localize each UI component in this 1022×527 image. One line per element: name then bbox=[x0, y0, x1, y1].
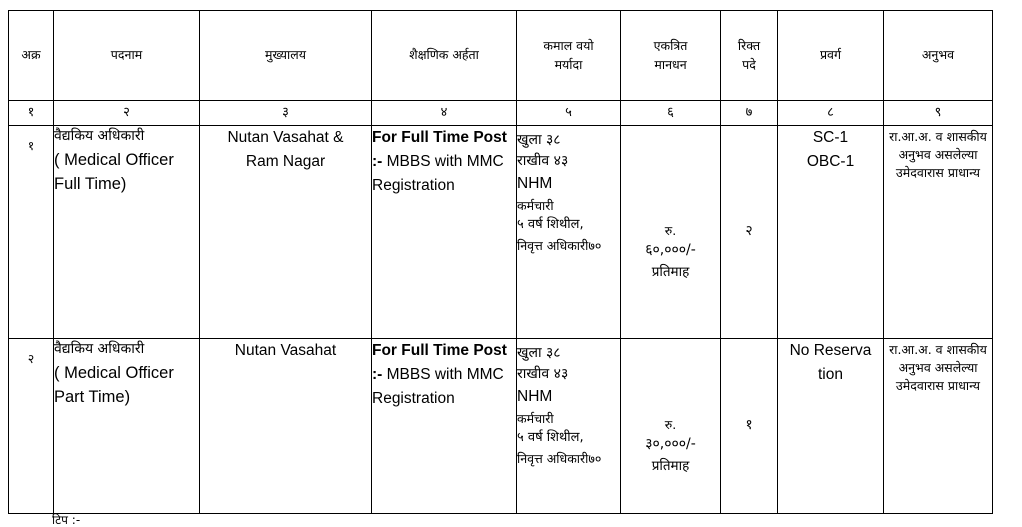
post-name-english: ( Medical Officer Part Time) bbox=[54, 363, 174, 407]
pay-period: प्रतिमाह bbox=[651, 458, 690, 475]
column-number: ९ bbox=[884, 101, 993, 126]
consolidated-pay bbox=[621, 339, 721, 514]
header-cell bbox=[621, 11, 721, 101]
header-cell bbox=[721, 11, 778, 101]
header-row bbox=[9, 11, 993, 101]
post-name-marathi: वैद्यकिय अधिकारी bbox=[54, 128, 145, 144]
header-cell: अक्र bbox=[9, 11, 54, 101]
header-text: कमाल वयो मर्यादा bbox=[543, 38, 594, 72]
post-name-english: ( Medical Officer Full Time) bbox=[54, 150, 174, 194]
qualification bbox=[372, 126, 517, 339]
header-cell: पदनाम bbox=[54, 11, 200, 101]
qualification-text: MBBS with MMC Registration bbox=[372, 366, 504, 408]
post-name bbox=[54, 339, 200, 514]
column-number: ८ bbox=[778, 101, 884, 126]
qualification-label: For Full Time Post :- bbox=[372, 129, 507, 171]
column-number: ३ bbox=[200, 101, 372, 126]
qualification bbox=[372, 339, 517, 514]
header-text: एकत्रित मानधन bbox=[653, 38, 688, 72]
recruitment-table bbox=[8, 10, 993, 514]
age-limit bbox=[517, 126, 621, 339]
column-number: ६ bbox=[621, 101, 721, 126]
consolidated-pay bbox=[621, 126, 721, 339]
column-number-row bbox=[9, 101, 993, 126]
column-number: ५ bbox=[517, 101, 621, 126]
pay-amount: ६०,०००/- bbox=[645, 242, 696, 259]
pay-prefix: रु. bbox=[664, 223, 677, 238]
age-staff: कर्मचारी bbox=[517, 198, 554, 214]
age-nhm: NHM bbox=[517, 388, 553, 405]
column-number: ४ bbox=[372, 101, 517, 126]
vacancies: १ bbox=[721, 339, 778, 514]
column-number: ७ bbox=[721, 101, 778, 126]
age-retired: निवृत्त अधिकारी७० bbox=[517, 450, 602, 466]
age-reserved: राखीव ४३ bbox=[517, 366, 569, 382]
age-limit bbox=[517, 339, 621, 514]
headquarters: Nutan Vasahat bbox=[200, 339, 372, 514]
qualification-label: For Full Time Post :- bbox=[372, 342, 507, 384]
category-text: No Reservation bbox=[789, 342, 872, 384]
header-cell: मुख्यालय bbox=[200, 11, 372, 101]
table-row bbox=[9, 126, 993, 339]
header-text: रिक्त पदे bbox=[737, 38, 761, 72]
age-reserved: राखीव ४३ bbox=[517, 153, 569, 169]
pay-prefix: रु. bbox=[664, 417, 677, 432]
table-row bbox=[9, 339, 993, 514]
serial-number: १ bbox=[9, 126, 54, 339]
age-open: खुला ३८ bbox=[517, 345, 561, 361]
post-name-marathi: वैद्यकिय अधिकारी bbox=[54, 341, 145, 357]
header-cell: अनुभव bbox=[884, 11, 993, 101]
headquarters: Nutan Vasahat & Ram Nagar bbox=[200, 126, 372, 339]
experience: रा.आ.अ. व शासकीय अनुभव असलेल्या उमेदवारास प्राधान्य bbox=[884, 339, 993, 514]
age-staff: कर्मचारी bbox=[517, 411, 554, 427]
age-open: खुला ३८ bbox=[517, 132, 561, 148]
post-name bbox=[54, 126, 200, 339]
header-cell bbox=[517, 11, 621, 101]
age-relax: ५ वर्ष शिथील, bbox=[517, 430, 584, 446]
age-nhm: NHM bbox=[517, 175, 553, 192]
pay-amount: ३०,०००/- bbox=[645, 436, 696, 453]
header-cell: प्रवर्ग bbox=[778, 11, 884, 101]
header-cell: शैक्षणिक अर्हता bbox=[372, 11, 517, 101]
column-number: २ bbox=[54, 101, 200, 126]
experience: रा.आ.अ. व शासकीय अनुभव असलेल्या उमेदवारास प्राधान्य bbox=[884, 126, 993, 339]
column-number: १ bbox=[9, 101, 54, 126]
footer-note-fragment: टिप :- bbox=[52, 513, 81, 527]
category bbox=[778, 126, 884, 339]
vacancies: २ bbox=[721, 126, 778, 339]
serial-number: २ bbox=[9, 339, 54, 514]
category-text: SC-1 OBC-1 bbox=[806, 129, 855, 171]
category bbox=[778, 339, 884, 514]
qualification-text: MBBS with MMC Registration bbox=[372, 153, 504, 195]
age-retired: निवृत्त अधिकारी७० bbox=[517, 237, 602, 253]
age-relax: ५ वर्ष शिथील, bbox=[517, 217, 584, 233]
pay-period: प्रतिमाह bbox=[651, 264, 690, 281]
